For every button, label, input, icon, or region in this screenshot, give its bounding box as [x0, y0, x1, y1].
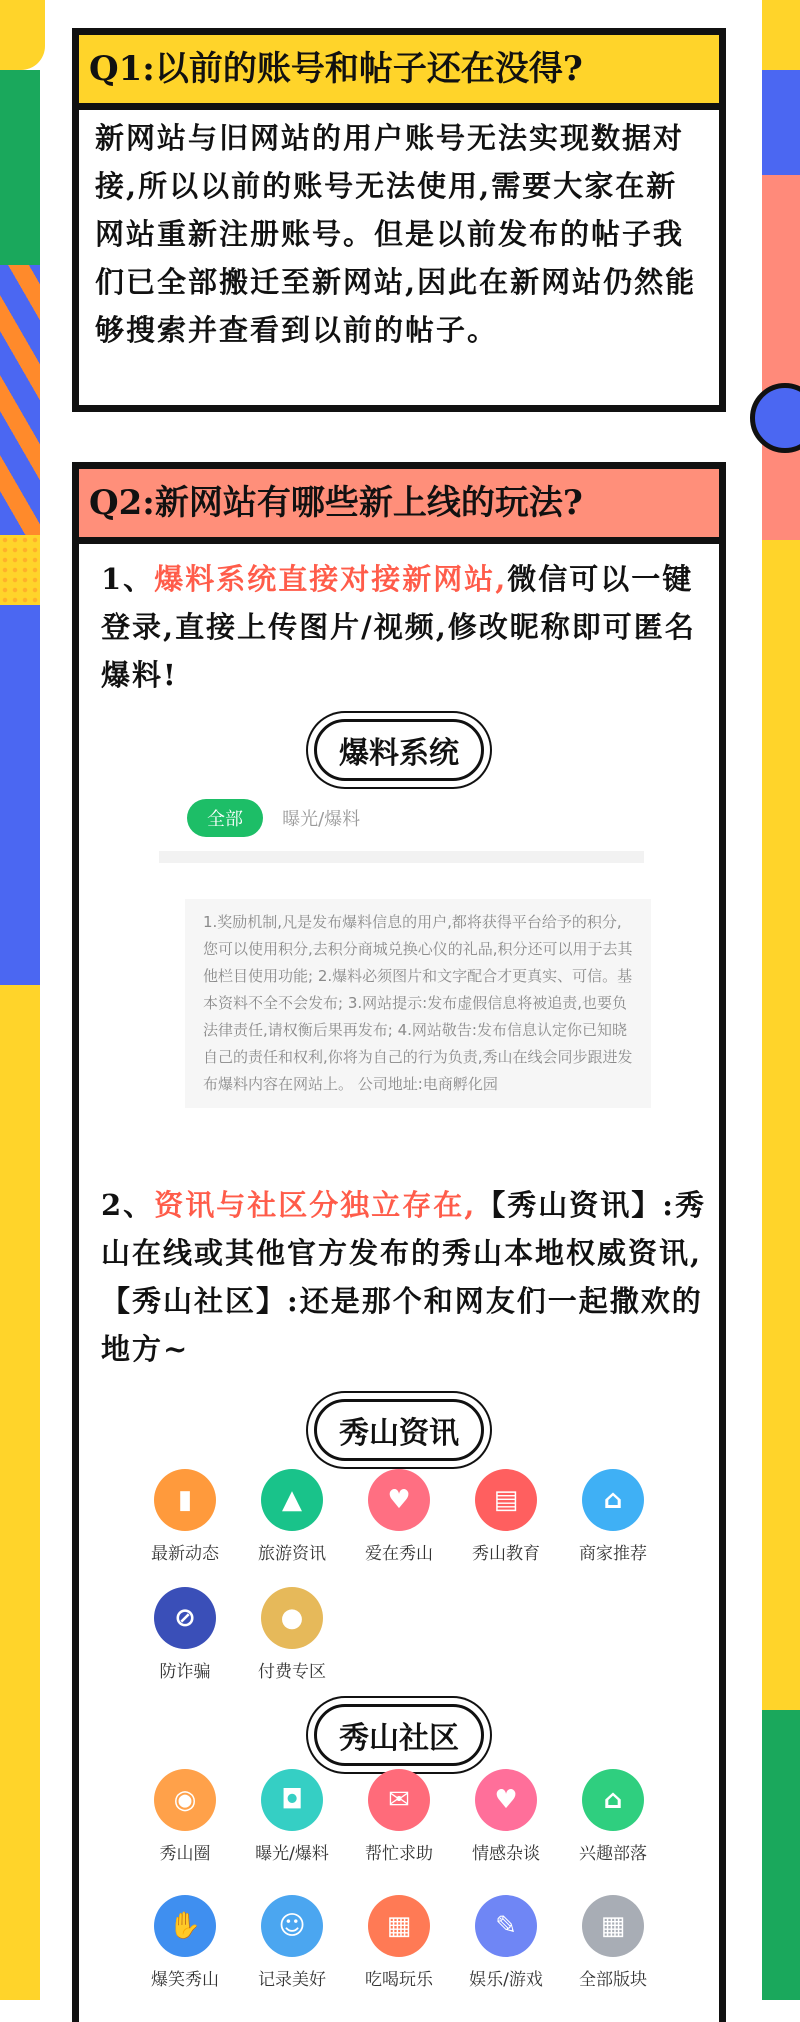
open-book-icon: ▤ [475, 1469, 537, 1531]
baoliao-notice: 1.奖励机制,凡是发布爆料信息的用户,都将获得平台给予的积分,您可以使用积分,去积分商城兑换心仪的礼品,积分还可以用于去其他栏目使用功能; 2.爆料必须图片和文字配合才更真实、可信。基本资料不全不会发布; 3.网站提示:发布虚假信息将被追责,也要负法律责任,请权衡后果再发布; 4.网站敬告:发布信息认定你已知晓自己的责任和权利,你将为自己的行为负责,秀山在线会同步跟进发布爆料内容在网站上。 公司地址:电商孵化园 [185, 899, 651, 1108]
brush-icon: ✎ [475, 1895, 537, 1957]
shop-icon: ⌂ [582, 1469, 644, 1531]
grid-item-label: 防诈骗 [159, 1662, 211, 1682]
grid-item-label: 吃喝玩乐 [365, 1970, 433, 1990]
baoliao-tabs [187, 799, 360, 837]
decor-ball-icon [750, 383, 800, 453]
item1-prefix: 1、 [101, 562, 155, 596]
baoliao-section-title: 爆料系统 [314, 719, 484, 781]
grid-item-label: 最新动态 [151, 1544, 219, 1564]
q1-body: 新网站与旧网站的用户账号无法实现数据对接,所以以前的账号无法使用,需要大家在新网站重新注册账号。但是以前发布的帖子我们已全部搬迁至新网站,因此在新网站仍然能够搜索并查看到以前的帖子。 [95, 121, 697, 347]
grid-item-0[interactable] [129, 1769, 241, 1864]
grid-item-5[interactable] [129, 1895, 241, 1990]
grid-icon: ▦ [582, 1895, 644, 1957]
sos-icon: ✉ [368, 1769, 430, 1831]
grid-item-2[interactable] [343, 1469, 455, 1564]
q2-box [72, 462, 726, 2022]
q1-title: Q1:以前的账号和帖子还在没得? [79, 35, 719, 110]
decor-left-top [0, 0, 45, 70]
grid-item-label: 爱在秀山 [365, 1544, 433, 1564]
grid-item-7[interactable] [343, 1895, 455, 1990]
grid-item-1[interactable] [236, 1469, 348, 1564]
bird-icon: ♥ [368, 1469, 430, 1531]
grid-item-5[interactable] [129, 1587, 241, 1682]
community-icon-grid [129, 1769, 669, 2009]
camera-icon: ◘ [261, 1769, 323, 1831]
grid-item-label: 全部版块 [579, 1970, 647, 1990]
grid-item-label: 秀山教育 [472, 1544, 540, 1564]
grid-item-label: 帮忙求助 [365, 1844, 433, 1864]
store-icon: ▦ [368, 1895, 430, 1957]
coin-icon: ● [261, 1587, 323, 1649]
house-icon: ⌂ [582, 1769, 644, 1831]
grid-item-1[interactable] [236, 1769, 348, 1864]
grid-item-4[interactable] [557, 1469, 669, 1564]
grid-item-label: 情感杂谈 [472, 1844, 540, 1864]
decor-left-yellow [0, 985, 40, 2000]
thumbs-up-icon: ✋ [154, 1895, 216, 1957]
q2-item1 [101, 555, 711, 699]
tab-all[interactable]: 全部 [187, 799, 263, 837]
tab-exposure[interactable]: 曝光/爆料 [282, 809, 361, 830]
grid-item-0[interactable] [129, 1469, 241, 1564]
grid-item-label: 旅游资讯 [258, 1544, 326, 1564]
grid-item-label: 记录美好 [258, 1970, 326, 1990]
mountain-icon: ▲ [261, 1469, 323, 1531]
decor-left-dots [0, 535, 40, 605]
q1-box [72, 28, 726, 412]
book-icon: ▮ [154, 1469, 216, 1531]
eye-icon: ◉ [154, 1769, 216, 1831]
grid-item-9[interactable] [557, 1895, 669, 1990]
decor-right-green [762, 1710, 800, 2000]
grid-item-8[interactable] [450, 1895, 562, 1990]
q2-item2 [101, 1181, 711, 1373]
divider-bar [159, 851, 644, 863]
grid-item-label: 爆笑秀山 [151, 1970, 219, 1990]
grid-item-label: 兴趣部落 [579, 1844, 647, 1864]
community-section-title: 秀山社区 [314, 1704, 484, 1766]
item1-highlight: 爆料系统直接对接新网站, [154, 562, 508, 596]
grid-item-6[interactable] [236, 1587, 348, 1682]
person-icon: ☺ [261, 1895, 323, 1957]
q2-title: Q2:新网站有哪些新上线的玩法? [79, 469, 719, 544]
item2-highlight: 资讯与社区分独立存在, [154, 1188, 477, 1222]
news-icon-grid [129, 1469, 669, 1709]
grid-item-label: 娱乐/游戏 [469, 1970, 543, 1990]
grid-item-3[interactable] [450, 1769, 562, 1864]
grid-item-label: 秀山圈 [159, 1844, 211, 1864]
decor-left-stripes [0, 265, 40, 535]
item2-prefix: 2、 [101, 1188, 155, 1222]
decor-right-yellow-2 [762, 540, 800, 1710]
grid-item-label: 商家推荐 [579, 1544, 647, 1564]
anti-fraud-icon: ⊘ [154, 1587, 216, 1649]
grid-item-label: 付费专区 [258, 1662, 326, 1682]
decor-left-green [0, 70, 40, 265]
decor-right-salmon [762, 175, 800, 540]
grid-item-3[interactable] [450, 1469, 562, 1564]
decor-right-yellow [762, 0, 800, 70]
item1-rest: 微信可以一键登录,直接上传图片/视频,修改昵称即可匿名爆料! [101, 562, 696, 692]
grid-item-2[interactable] [343, 1769, 455, 1864]
item2-rest: 【秀山资讯】:秀山在线或其他官方发布的秀山本地权威资讯,【秀山社区】:还是那个和网友们一起撒欢的地方~ [101, 1188, 707, 1366]
grid-item-4[interactable] [557, 1769, 669, 1864]
bird-icon: ♥ [475, 1769, 537, 1831]
news-section-title: 秀山资讯 [314, 1399, 484, 1461]
decor-left-blue [0, 605, 40, 985]
decor-right-blue [762, 70, 800, 175]
grid-item-label: 曝光/爆料 [255, 1844, 329, 1864]
grid-item-6[interactable] [236, 1895, 348, 1990]
